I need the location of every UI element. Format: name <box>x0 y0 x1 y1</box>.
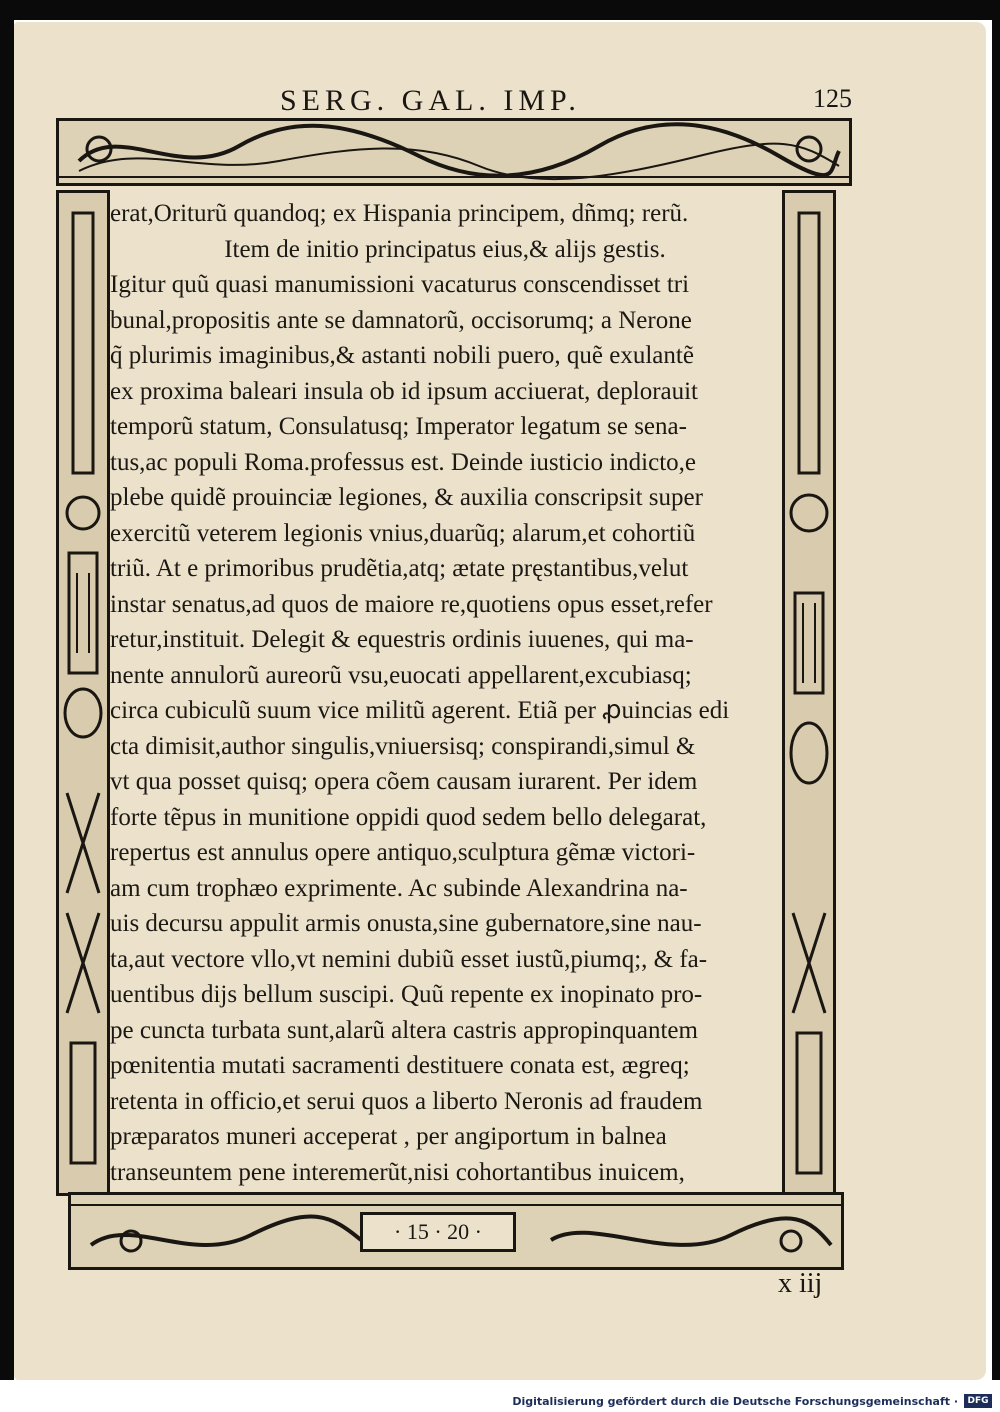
text-line: retur,instituit. Delegit & equestris ordinis iuuenes, qui ma- <box>110 626 694 653</box>
text-line: nente annulorũ aureorũ vsu,euocati appellarent,excubiasq; <box>110 661 692 689</box>
text-line: triũ. At e primoribus prudẽtia,atq; ætate pręstantibus,velut <box>110 555 689 582</box>
text-line: ta,aut vectore vllo,vt nemini dubiũ esset iustũ,piumq;, & fa- <box>110 945 708 973</box>
woodcut-border-left <box>56 190 110 1196</box>
text-line: exercitũ veterem legionis vnius,duarũq; alarum,et cohortiũ <box>110 519 696 547</box>
running-title: SERG. GAL. IMP. <box>280 84 581 117</box>
text-line: præparatos muneri acceperat , per angiportum in balnea <box>110 1123 667 1150</box>
text-line: temporũ statum, Consulatusq; Imperator legatum se sena- <box>110 413 687 440</box>
scan-edge-left <box>0 0 14 1412</box>
text-line: ex proxima baleari insula ob id ipsum acciuerat, deplorauit <box>110 377 699 405</box>
scan-edge-top <box>0 0 1000 20</box>
footer-credit: Digitalisierung gefördert durch die Deutsche Forschungsgemeinschaft · <box>512 1395 958 1408</box>
scan-edge-right <box>992 0 1000 1380</box>
text-line: am cum trophæo exprimente. Ac subinde Alexandrina na- <box>110 874 688 902</box>
scroll-ornament-icon <box>59 121 849 183</box>
text-line: repertus est annulus opere antiquo,sculptura gẽmæ victori- <box>110 839 696 866</box>
woodcut-border-top <box>56 118 852 186</box>
text-line: bunal,propositis ante se damnatorũ, occisorumq; a Nerone <box>110 306 692 334</box>
text-line: uis decursu appulit armis onusta,sine gubernatore,sine nau- <box>110 910 702 937</box>
date-cartouche: · 15 · 20 · <box>360 1212 516 1252</box>
text-line: forte tẽpus in munitione oppidi quod sedem bello delegarat, <box>110 803 707 831</box>
text-line: instar senatus,ad quos de maiore re,quotiens opus esset,refer <box>110 590 713 618</box>
text-line: Igitur quũ quasi manumissioni vacaturus conscendisset tri <box>110 271 690 298</box>
text-line: transeuntem pene interemerũt,nisi cohortantibus inuicem, <box>110 1158 685 1186</box>
text-line: circa cubiculũ suum vice militũ agerent. Etiã per ꝓuincias edi <box>110 697 730 724</box>
text-line: uentibus dijs bellum suscipi. Quũ repente ex inopinato pro- <box>110 981 703 1008</box>
text-line: erat,Oriturũ quandoq; ex Hispania principem, dñmq; rerũ. <box>110 200 689 227</box>
dfg-logo-icon: DFG <box>964 1394 992 1408</box>
text-line: q̃ plurimis imaginibus,& astanti nobili puero, quẽ exulantẽ <box>110 342 694 369</box>
page-number: 125 <box>813 84 852 113</box>
candelabra-ornament-icon <box>59 193 107 1193</box>
signature-mark: x iij <box>778 1268 823 1299</box>
text-line: pœnitentia mutati sacramenti destituere conata est, ægreq; <box>110 1052 690 1079</box>
section-heading: Item de initio principatus eius,& alijs gestis. <box>224 235 666 263</box>
main-text <box>110 196 780 1226</box>
text-line: pe cuncta turbata sunt,alarũ altera castris appropinquantem <box>110 1016 698 1044</box>
text-line: cta dimisit,author singulis,vniuersisq; conspirandi,simul & <box>110 732 696 760</box>
text-line: tus,ac populi Roma.professus est. Deinde iusticio indicto,e <box>110 448 697 476</box>
woodcut-border-right <box>782 190 836 1196</box>
text-line: vt qua posset quisq; opera cõem causam iurarent. Per idem <box>110 768 698 795</box>
candelabra-ornament-icon <box>785 193 833 1193</box>
text-line: retenta in officio,et serui quos a liberto Neronis ad fraudem <box>110 1087 703 1115</box>
text-line: plebe quidẽ prouinciæ legiones, & auxilia conscripsit super <box>110 484 703 511</box>
